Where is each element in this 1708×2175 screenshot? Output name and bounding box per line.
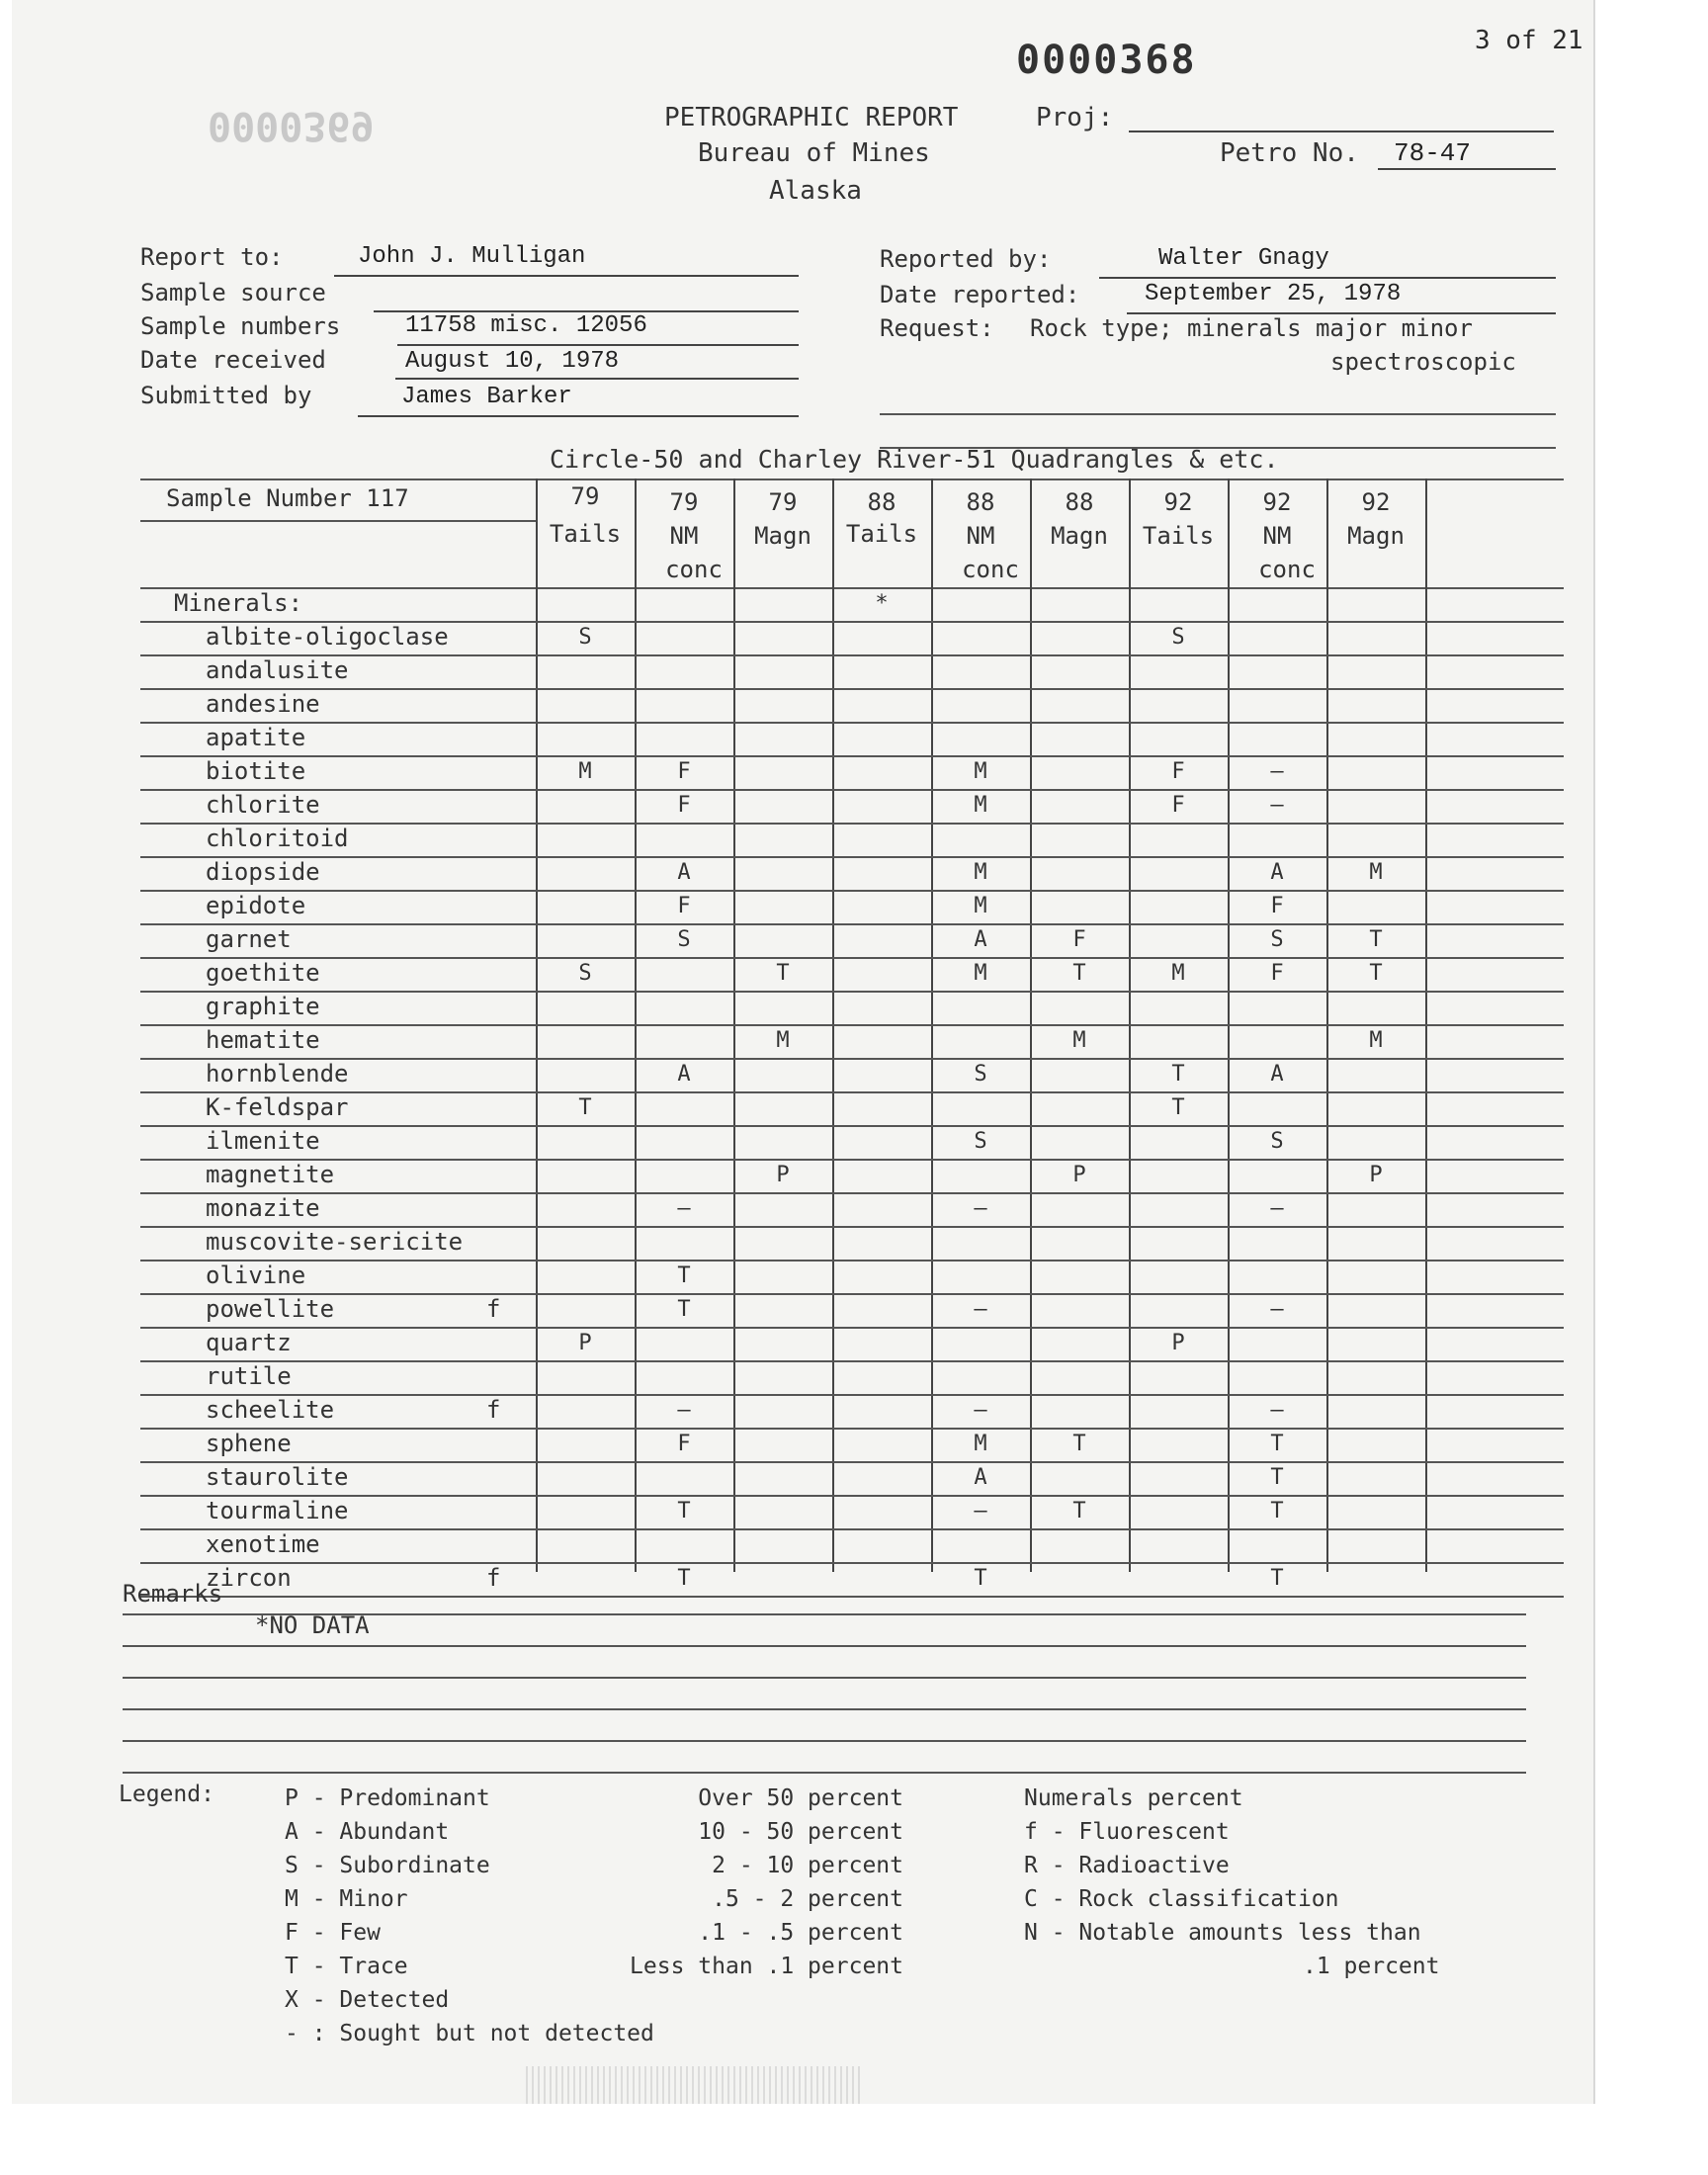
submitted-by-value: James Barker xyxy=(401,384,572,410)
col9-number: 92 xyxy=(1361,488,1391,516)
mineral-name: apatite xyxy=(206,724,306,751)
mineral-name: tourmaline xyxy=(206,1497,349,1524)
table-cell: M xyxy=(1171,961,1185,986)
row-rule xyxy=(140,1293,1564,1295)
legend-middle-1: 10 - 50 percent xyxy=(698,1819,903,1845)
row-rule xyxy=(140,923,1564,925)
legend-middle-2: 2 - 10 percent xyxy=(712,1853,903,1878)
table-cell: F xyxy=(1171,793,1185,818)
remarks-rule-4 xyxy=(123,1708,1526,1710)
col8-sub: conc xyxy=(1258,556,1316,583)
sample-number-label: Sample Number 117 xyxy=(166,484,409,512)
legend-left-3: M - Minor xyxy=(285,1886,408,1912)
table-cell: A xyxy=(1270,1062,1284,1087)
table-cell: * xyxy=(875,591,889,616)
table-cell: S xyxy=(1270,927,1284,952)
table-cell: F xyxy=(1072,927,1086,952)
col7-type: Tails xyxy=(1142,522,1215,550)
remarks-text: *NO DATA xyxy=(255,1611,370,1639)
mineral-name: sphene xyxy=(206,1430,292,1457)
row-rule xyxy=(140,789,1564,791)
remarks-label: Remarks xyxy=(123,1580,223,1608)
request-line-2: spectroscopic xyxy=(1330,348,1516,376)
bleed-through-number: 0000369 xyxy=(208,103,375,148)
mineral-name: chloritoid xyxy=(206,825,349,852)
legend-middle xyxy=(567,1782,903,1983)
table-cell: F xyxy=(677,1432,691,1456)
table-cell: M xyxy=(974,759,987,784)
row-rule xyxy=(140,1125,1564,1127)
table-cell: T xyxy=(1270,1465,1284,1490)
mineral-name: goethite xyxy=(206,959,320,987)
table-cell: S xyxy=(677,927,691,952)
table-cell: A xyxy=(974,927,987,952)
row-rule xyxy=(140,1159,1564,1161)
mineral-name: ilmenite xyxy=(206,1127,320,1155)
table-cell: T xyxy=(1171,1062,1185,1087)
table-cell: – xyxy=(974,1499,987,1523)
request-label: Request: xyxy=(880,314,994,342)
table-cell: M xyxy=(1369,1028,1383,1053)
mineral-name: olivine xyxy=(206,1262,306,1289)
mineral-name: biotite xyxy=(206,757,306,785)
table-cell: F xyxy=(677,793,691,818)
table-cell: T xyxy=(1369,927,1383,952)
table-cell: T xyxy=(677,1297,691,1322)
table-cell: P xyxy=(1171,1331,1185,1355)
legend-left-6: X - Detected xyxy=(285,1987,450,2013)
mineral-name: xenotime xyxy=(206,1530,320,1558)
location-line: Circle-50 and Charley River-51 Quadrangles & etc. xyxy=(550,445,1279,474)
col1-type: Tails xyxy=(549,520,622,548)
table-cell: T xyxy=(677,1499,691,1523)
report-to-label: Report to: xyxy=(140,243,284,271)
legend-middle-3: .5 - 2 percent xyxy=(712,1886,903,1912)
mineral-name: muscovite-sericite xyxy=(206,1228,464,1256)
table-cell: P xyxy=(1072,1163,1086,1187)
page-counter: 3 of 21 xyxy=(1475,26,1583,55)
row-rule xyxy=(140,755,1564,757)
legend-left-4: F - Few xyxy=(285,1920,381,1946)
mineral-name: staurolite xyxy=(206,1463,349,1491)
row-rule xyxy=(140,1562,1564,1564)
row-rule xyxy=(140,654,1564,656)
date-received-label: Date received xyxy=(140,346,326,374)
table-cell: T xyxy=(1270,1566,1284,1591)
table-cell: – xyxy=(677,1196,691,1221)
header-bottom-rule xyxy=(140,587,1564,589)
table-cell: T xyxy=(1072,1499,1086,1523)
row-rule xyxy=(140,1192,1564,1194)
date-received-value: August 10, 1978 xyxy=(405,348,620,375)
row-rule xyxy=(140,1327,1564,1329)
mineral-name: hornblende xyxy=(206,1060,349,1088)
table-cell: T xyxy=(974,1566,987,1591)
submitted-by-label: Submitted by xyxy=(140,382,312,409)
row-rule xyxy=(140,1260,1564,1262)
request-rule-1 xyxy=(880,413,1556,415)
table-cell: T xyxy=(1072,1432,1086,1456)
mineral-name: scheelite xyxy=(206,1396,335,1424)
col5-type: NM xyxy=(966,522,995,550)
document-number: 0000368 xyxy=(1016,38,1197,83)
proj-field xyxy=(1129,105,1554,132)
table-cell: – xyxy=(1270,1398,1284,1423)
row-rule xyxy=(140,1024,1564,1026)
table-cell: T xyxy=(1270,1432,1284,1456)
petro-number-value: 78-47 xyxy=(1394,138,1472,168)
mineral-name: zircon xyxy=(206,1564,292,1592)
sample-source-label: Sample source xyxy=(140,279,326,306)
legend-middle-5: Less than .1 percent xyxy=(630,1954,903,1979)
mineral-name: albite-oligoclase xyxy=(206,623,449,651)
legend-middle-0: Over 50 percent xyxy=(698,1785,903,1811)
col7-number: 92 xyxy=(1163,488,1193,516)
table-cell: A xyxy=(1270,860,1284,885)
table-cell: – xyxy=(974,1398,987,1423)
table-cell: F xyxy=(1270,894,1284,918)
row-rule xyxy=(140,890,1564,892)
table-cell: M xyxy=(1369,860,1383,885)
col2-number: 79 xyxy=(669,488,699,516)
mineral-name: garnet xyxy=(206,925,292,953)
date-reported-label: Date reported: xyxy=(880,281,1080,308)
report-title: PETROGRAPHIC REPORT xyxy=(664,103,959,132)
col4-number: 88 xyxy=(867,488,897,516)
table-cell: F xyxy=(677,894,691,918)
table-cell: M xyxy=(1072,1028,1086,1053)
mineral-name: andesine xyxy=(206,690,320,718)
table-cell: T xyxy=(578,1095,592,1120)
legend-right-1: f - Fluorescent xyxy=(1024,1819,1230,1845)
table-cell: S xyxy=(578,625,592,650)
table-cell: F xyxy=(1270,961,1284,986)
state-name: Alaska xyxy=(769,176,862,206)
table-cell: M xyxy=(974,793,987,818)
col1-number: 79 xyxy=(570,482,600,510)
row-rule xyxy=(140,1394,1564,1396)
mineral-name: hematite xyxy=(206,1026,320,1054)
col5-sub: conc xyxy=(962,556,1019,583)
legend-right-4: N - Notable amounts less than xyxy=(1024,1920,1421,1946)
mineral-name: rutile xyxy=(206,1362,292,1390)
legend-right-3: C - Rock classification xyxy=(1024,1886,1339,1912)
legend-right-5: .1 percent xyxy=(1303,1954,1440,1979)
date-reported-value: September 25, 1978 xyxy=(1145,281,1402,307)
legend-left-7: - : Sought but not detected xyxy=(285,2021,654,2046)
table-cell: A xyxy=(974,1465,987,1490)
mineral-name: graphite xyxy=(206,993,320,1020)
legend-left-5: T - Trace xyxy=(285,1954,408,1979)
legend-left-0: P - Predominant xyxy=(285,1785,490,1811)
col2-sub: conc xyxy=(665,556,723,583)
row-rule xyxy=(140,1528,1564,1530)
row-rule xyxy=(140,1091,1564,1093)
mineral-name: powellite xyxy=(206,1295,335,1323)
table-cell: M xyxy=(974,860,987,885)
mineral-flag: f xyxy=(486,1295,501,1323)
mineral-name: andalusite xyxy=(206,656,349,684)
mineral-name: quartz xyxy=(206,1329,292,1356)
table-cell: – xyxy=(1270,1297,1284,1322)
table-cell: P xyxy=(1369,1163,1383,1187)
table-cell: T xyxy=(1270,1499,1284,1523)
remarks-rule-1 xyxy=(123,1613,1526,1615)
row-rule xyxy=(140,856,1564,858)
table-top-rule xyxy=(140,478,1564,480)
legend-label: Legend: xyxy=(119,1782,214,1807)
table-cell: P xyxy=(578,1331,592,1355)
petro-number-label: Petro No. xyxy=(1220,138,1359,168)
table-cell: – xyxy=(974,1297,987,1322)
agency-name: Bureau of Mines xyxy=(698,138,930,168)
reported-by-value: Walter Gnagy xyxy=(1158,245,1329,272)
table-cell: – xyxy=(1270,1196,1284,1221)
row-rule xyxy=(140,1461,1564,1463)
col3-type: Magn xyxy=(754,522,811,550)
remarks-rule-2 xyxy=(123,1645,1526,1647)
row-rule xyxy=(140,1058,1564,1060)
mineral-name: chlorite xyxy=(206,791,320,819)
col6-type: Magn xyxy=(1051,522,1108,550)
col5-number: 88 xyxy=(966,488,995,516)
row-rule xyxy=(140,1596,1564,1598)
col8-type: NM xyxy=(1262,522,1292,550)
table-cell: M xyxy=(974,1432,987,1456)
sample-source-field xyxy=(374,279,799,312)
legend-right-2: R - Radioactive xyxy=(1024,1853,1230,1878)
table-cell: S xyxy=(1171,625,1185,650)
mineral-name: diopside xyxy=(206,858,320,886)
table-cell: – xyxy=(677,1398,691,1423)
scan-artifact xyxy=(526,2066,862,2104)
col4-type: Tails xyxy=(845,520,918,548)
reported-by-label: Reported by: xyxy=(880,245,1052,273)
col3-number: 79 xyxy=(768,488,798,516)
table-cell: S xyxy=(578,961,592,986)
col6-number: 88 xyxy=(1065,488,1094,516)
table-cell: T xyxy=(1171,1095,1185,1120)
legend-right-0: Numerals percent xyxy=(1024,1785,1243,1811)
table-cell: T xyxy=(1072,961,1086,986)
mineral-name: magnetite xyxy=(206,1161,335,1188)
table-cell: – xyxy=(1270,759,1284,784)
table-cell: T xyxy=(677,1566,691,1591)
legend-middle-4: .1 - .5 percent xyxy=(698,1920,903,1946)
row-rule xyxy=(140,688,1564,690)
table-cell: – xyxy=(974,1196,987,1221)
col2-type: NM xyxy=(669,522,699,550)
sample-numbers-label: Sample numbers xyxy=(140,312,341,340)
table-cell: M xyxy=(974,894,987,918)
header-rule-left xyxy=(140,520,536,522)
table-cell: S xyxy=(1270,1129,1284,1154)
remarks-rule-5 xyxy=(123,1740,1526,1742)
remarks-rule-6 xyxy=(123,1772,1526,1774)
report-to-value: John J. Mulligan xyxy=(358,243,586,270)
table-cell: A xyxy=(677,860,691,885)
row-rule xyxy=(140,991,1564,993)
row-rule xyxy=(140,1428,1564,1430)
table-cell: – xyxy=(1270,793,1284,818)
row-rule xyxy=(140,957,1564,959)
row-rule xyxy=(140,823,1564,825)
mineral-name: monazite xyxy=(206,1194,320,1222)
mineral-flag: f xyxy=(486,1564,501,1592)
table-cell: A xyxy=(677,1062,691,1087)
table-cell: S xyxy=(974,1062,987,1087)
table-cell: P xyxy=(776,1163,790,1187)
table-cell: M xyxy=(974,961,987,986)
table-cell: T xyxy=(677,1263,691,1288)
minerals-label: Minerals: xyxy=(174,589,303,617)
table-cell: T xyxy=(1369,961,1383,986)
legend-left-2: S - Subordinate xyxy=(285,1853,490,1878)
row-rule xyxy=(140,1495,1564,1497)
sample-numbers-value: 11758 misc. 12056 xyxy=(405,312,647,339)
document-page xyxy=(12,0,1593,2104)
mineral-name: K-feldspar xyxy=(206,1093,349,1121)
legend-left-1: A - Abundant xyxy=(285,1819,450,1845)
remarks-rule-3 xyxy=(123,1677,1526,1679)
proj-label: Proj: xyxy=(1036,103,1114,132)
col8-number: 92 xyxy=(1262,488,1292,516)
mineral-flag: f xyxy=(486,1396,501,1424)
table-cell: M xyxy=(776,1028,790,1053)
table-cell: T xyxy=(776,961,790,986)
row-rule xyxy=(140,1360,1564,1362)
mineral-name: epidote xyxy=(206,892,306,919)
request-line-1: Rock type; minerals major minor xyxy=(1030,314,1473,342)
table-cell: S xyxy=(974,1129,987,1154)
table-cell: F xyxy=(677,759,691,784)
row-rule xyxy=(140,722,1564,724)
col9-type: Magn xyxy=(1347,522,1405,550)
table-cell: F xyxy=(1171,759,1185,784)
table-cell: M xyxy=(578,759,592,784)
legend-right xyxy=(1024,1782,1439,1983)
